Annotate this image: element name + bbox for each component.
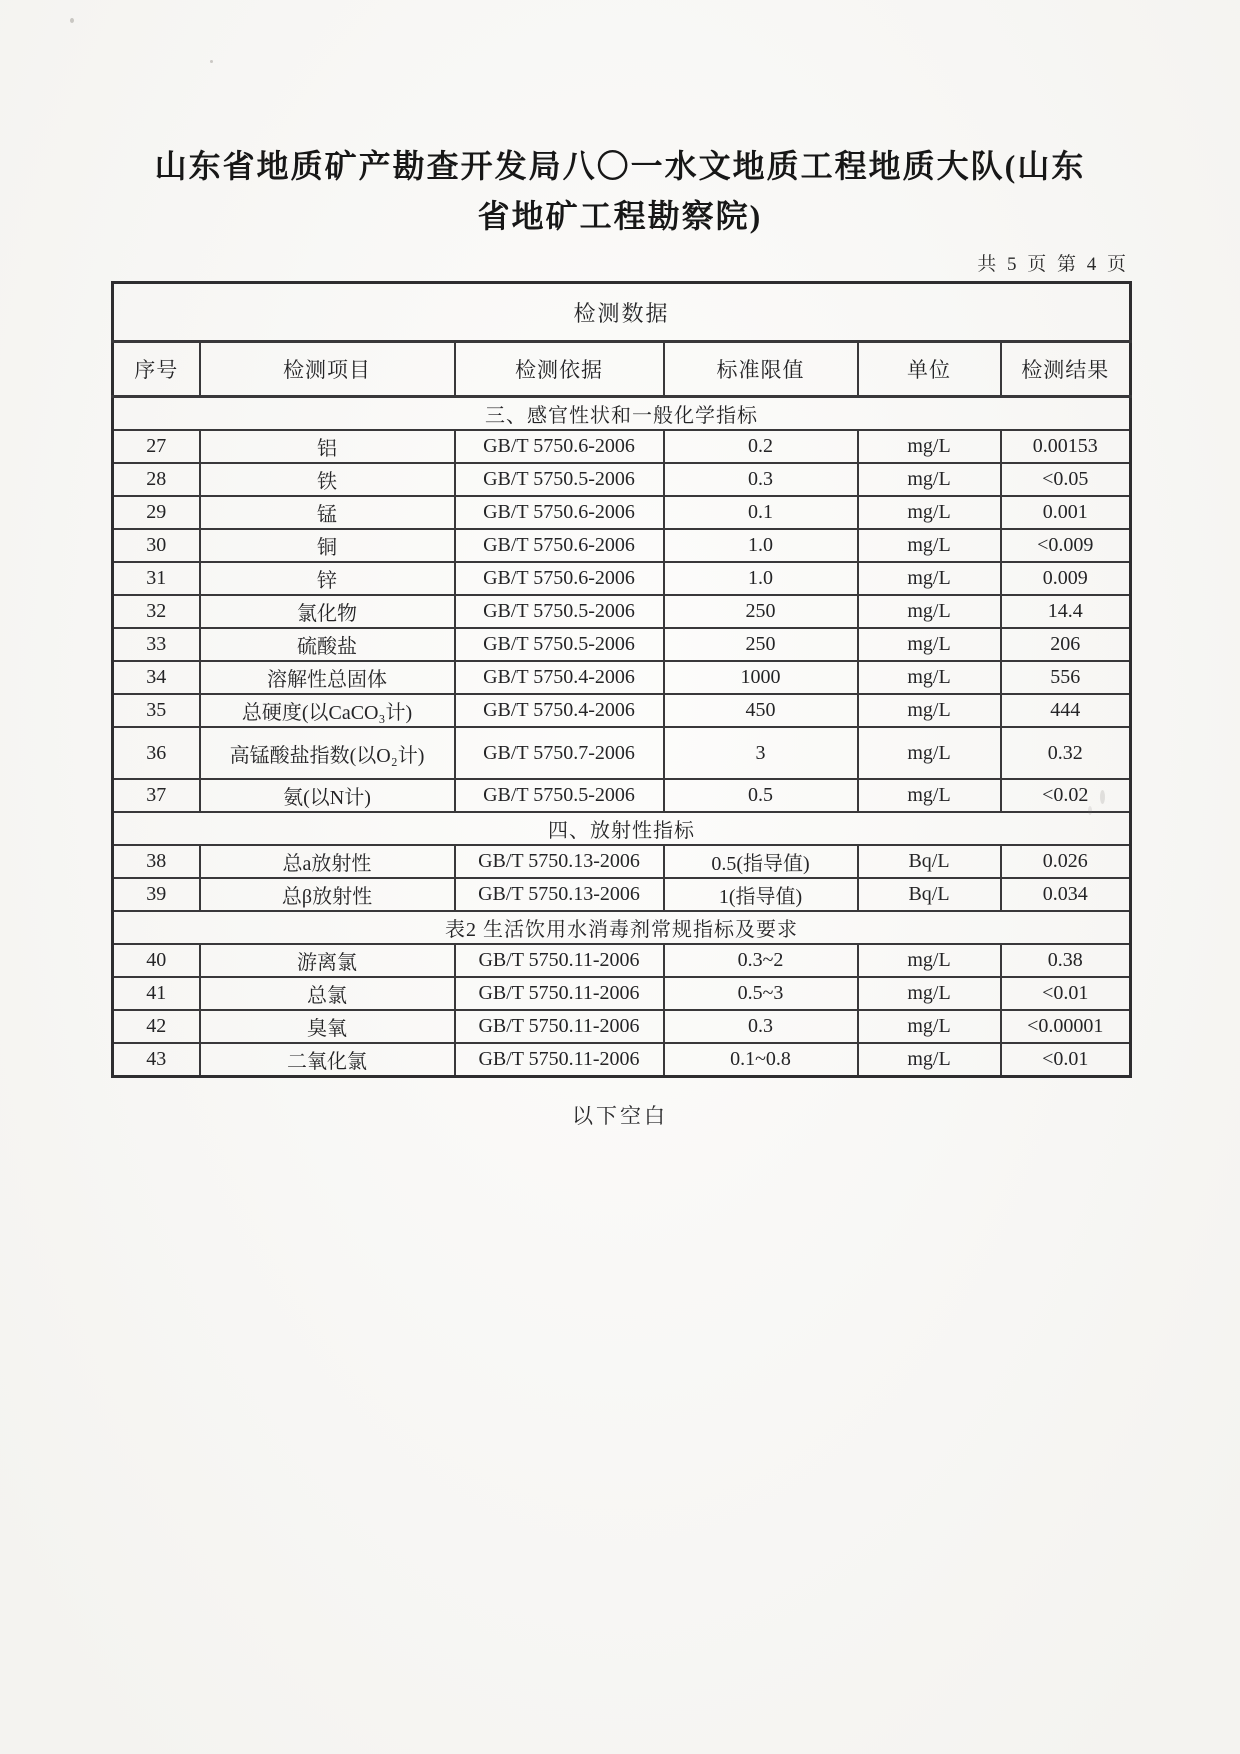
cell-basis: GB/T 5750.6-2006 [455,430,664,463]
cell-result: 556 [1001,661,1131,694]
table-row [113,977,1131,1010]
cell-item: 臭氧 [200,1010,455,1043]
scan-artifact [70,18,74,23]
cell-basis: GB/T 5750.13-2006 [455,845,664,878]
cell-no: 30 [113,529,200,562]
cell-limit: 1.0 [664,529,858,562]
cell-unit: mg/L [858,562,1001,595]
cell-unit: mg/L [858,694,1001,727]
test-data-table [111,281,1132,1078]
column-header-1: 检测项目 [200,342,455,397]
cell-result: <0.02 [1001,779,1131,812]
cell-basis: GB/T 5750.13-2006 [455,878,664,911]
table-row [113,1010,1131,1043]
cell-no: 41 [113,977,200,1010]
section-label: 四、放射性指标 [113,812,1131,845]
table-row [113,529,1131,562]
cell-limit: 1.0 [664,562,858,595]
cell-unit: mg/L [858,1010,1001,1043]
cell-item: 总β放射性 [200,878,455,911]
table-title-row [113,283,1131,342]
cell-basis: GB/T 5750.5-2006 [455,628,664,661]
cell-no: 27 [113,430,200,463]
cell-item: 锰 [200,496,455,529]
cell-limit: 0.5~3 [664,977,858,1010]
cell-unit: mg/L [858,529,1001,562]
cell-item: 总氯 [200,977,455,1010]
cell-result: 0.00153 [1001,430,1131,463]
cell-basis: GB/T 5750.4-2006 [455,661,664,694]
cell-limit: 0.5(指导值) [664,845,858,878]
cell-basis: GB/T 5750.6-2006 [455,562,664,595]
cell-unit: mg/L [858,496,1001,529]
cell-limit: 1(指导值) [664,878,858,911]
cell-result: 0.009 [1001,562,1131,595]
table-row [113,1043,1131,1077]
cell-unit: mg/L [858,430,1001,463]
section-row [113,812,1131,845]
cell-result: 206 [1001,628,1131,661]
cell-result: 0.001 [1001,496,1131,529]
cell-result: <0.05 [1001,463,1131,496]
cell-unit: mg/L [858,727,1001,779]
cell-limit: 250 [664,628,858,661]
cell-basis: GB/T 5750.11-2006 [455,1010,664,1043]
cell-unit: mg/L [858,1043,1001,1077]
scan-artifact [210,60,213,63]
page-title: 山东省地质矿产勘查开发局八〇一水文地质工程地质大队(山东省地矿工程勘察院) [154,148,1086,234]
cell-result: 14.4 [1001,595,1131,628]
cell-basis: GB/T 5750.4-2006 [455,694,664,727]
table-row [113,430,1131,463]
column-header-2: 检测依据 [455,342,664,397]
cell-no: 32 [113,595,200,628]
cell-no: 42 [113,1010,200,1043]
cell-basis: GB/T 5750.7-2006 [455,727,664,779]
table-row [113,694,1131,727]
cell-result: 444 [1001,694,1131,727]
cell-limit: 0.3 [664,1010,858,1043]
cell-limit: 0.5 [664,779,858,812]
cell-basis: GB/T 5750.5-2006 [455,595,664,628]
cell-no: 36 [113,727,200,779]
page-number-note: 共 5 页 第 4 页 [977,254,1129,276]
scan-artifact [1100,790,1105,804]
cell-unit: mg/L [858,661,1001,694]
cell-item: 铁 [200,463,455,496]
cell-result: <0.00001 [1001,1010,1131,1043]
cell-no: 38 [113,845,200,878]
cell-no: 28 [113,463,200,496]
column-header-0: 序号 [113,342,200,397]
cell-limit: 1000 [664,661,858,694]
section-row [113,911,1131,944]
cell-unit: mg/L [858,977,1001,1010]
cell-item: 总a放射性 [200,845,455,878]
cell-unit: Bq/L [858,878,1001,911]
cell-result: 0.034 [1001,878,1131,911]
cell-item: 氨(以N计) [200,779,455,812]
cell-result: 0.38 [1001,944,1131,977]
cell-item: 铜 [200,529,455,562]
cell-unit: mg/L [858,944,1001,977]
cell-unit: mg/L [858,628,1001,661]
cell-item: 二氧化氯 [200,1043,455,1077]
cell-item: 氯化物 [200,595,455,628]
table-row [113,944,1131,977]
table-row [113,595,1131,628]
cell-no: 33 [113,628,200,661]
cell-no: 40 [113,944,200,977]
section-row [113,397,1131,431]
cell-basis: GB/T 5750.5-2006 [455,463,664,496]
table-row [113,661,1131,694]
cell-unit: Bq/L [858,845,1001,878]
table-container [111,249,1129,1130]
cell-unit: mg/L [858,595,1001,628]
cell-result: <0.01 [1001,1043,1131,1077]
cell-limit: 0.3 [664,463,858,496]
cell-limit: 250 [664,595,858,628]
cell-item: 总硬度(以CaCO₃计) [200,694,455,727]
table-row [113,845,1131,878]
cell-result: 0.026 [1001,845,1131,878]
cell-result: <0.009 [1001,529,1131,562]
cell-result: 0.32 [1001,727,1131,779]
scan-artifact [1088,806,1092,815]
cell-limit: 0.2 [664,430,858,463]
cell-no: 34 [113,661,200,694]
cell-basis: GB/T 5750.6-2006 [455,529,664,562]
cell-limit: 0.1~0.8 [664,1043,858,1077]
table-row [113,779,1131,812]
table-row [113,628,1131,661]
cell-basis: GB/T 5750.11-2006 [455,1043,664,1077]
table-row [113,496,1131,529]
cell-item: 硫酸盐 [200,628,455,661]
table-row [113,463,1131,496]
cell-item: 游离氯 [200,944,455,977]
section-label: 三、感官性状和一般化学指标 [113,397,1131,431]
column-header-5: 检测结果 [1001,342,1131,397]
cell-basis: GB/T 5750.11-2006 [455,977,664,1010]
table-row [113,878,1131,911]
column-header-4: 单位 [858,342,1001,397]
table-row [113,562,1131,595]
cell-unit: mg/L [858,779,1001,812]
column-header-3: 标准限值 [664,342,858,397]
cell-limit: 0.3~2 [664,944,858,977]
cell-no: 37 [113,779,200,812]
cell-item: 铝 [200,430,455,463]
cell-no: 29 [113,496,200,529]
cell-limit: 3 [664,727,858,779]
cell-limit: 0.1 [664,496,858,529]
column-header-row [113,342,1131,397]
cell-item: 高锰酸盐指数(以O₂计) [200,727,455,779]
cell-no: 39 [113,878,200,911]
cell-basis: GB/T 5750.5-2006 [455,779,664,812]
table-title: 检测数据 [113,283,1131,342]
cell-unit: mg/L [858,463,1001,496]
table-row [113,727,1131,779]
cell-basis: GB/T 5750.6-2006 [455,496,664,529]
cell-no: 31 [113,562,200,595]
cell-no: 35 [113,694,200,727]
cell-no: 43 [113,1043,200,1077]
cell-item: 溶解性总固体 [200,661,455,694]
cell-limit: 450 [664,694,858,727]
cell-basis: GB/T 5750.11-2006 [455,944,664,977]
footer-note: 以下空白 [572,1104,668,1129]
cell-result: <0.01 [1001,977,1131,1010]
cell-item: 锌 [200,562,455,595]
section-label: 表2 生活饮用水消毒剂常规指标及要求 [113,911,1131,944]
